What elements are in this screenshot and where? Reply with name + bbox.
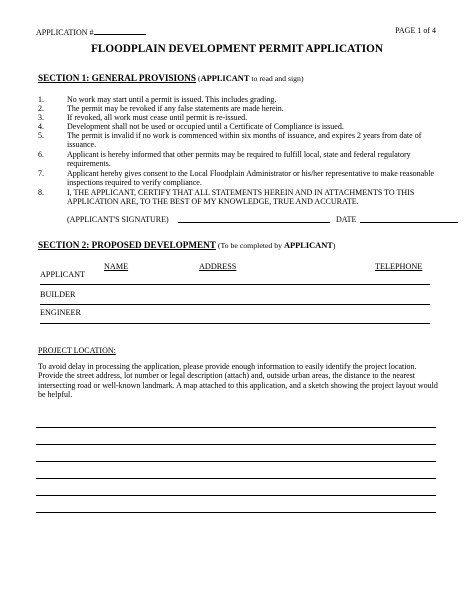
application-number-label — [36, 26, 146, 37]
provision-number: 6. — [38, 150, 44, 159]
provision-item — [38, 104, 448, 113]
column-header-address: ADDRESS — [199, 262, 237, 271]
application-label-text: APPLICATION # — [36, 28, 94, 37]
builder-line[interactable] — [40, 304, 430, 305]
provision-text: Development shall not be used or occupied until a Certificate of Compliance is issued. — [67, 122, 344, 131]
signature-field[interactable] — [178, 222, 330, 223]
applicant-line[interactable] — [40, 284, 430, 285]
section2-heading — [38, 240, 335, 250]
provision-text: The permit may be revoked if any false statements are made herein. — [67, 104, 284, 113]
project-location-line[interactable] — [36, 427, 436, 428]
provision-item — [38, 113, 448, 122]
section1-sub-open: ( — [196, 74, 201, 83]
provision-item — [38, 169, 448, 188]
provision-text: I, THE APPLICANT, CERTIFY THAT ALL STATEMENTS HEREIN AND IN ATTACHMENTS TO THIS APPLICATION ARE, TO THE BEST OF MY KNOWLEDGE, TRUE AND ACCURATE. — [67, 188, 415, 207]
provision-text: If revoked, all work must cease until permit is re-issued. — [67, 113, 248, 122]
page-number: PAGE 1 of 4 — [395, 26, 436, 35]
applicant-signature-label: (APPLICANT'S SIGNATURE) — [67, 215, 169, 224]
provision-number: 5. — [38, 131, 44, 140]
provision-text: The permit is invalid if no work is commenced within six months of issuance, and expires 2 years from date of issuance. — [67, 131, 422, 150]
application-number-field[interactable] — [94, 26, 146, 35]
project-location-label: PROJECT LOCATION: — [38, 346, 116, 355]
project-location-line[interactable] — [36, 495, 436, 496]
section1-heading — [38, 73, 304, 83]
date-label: DATE — [336, 215, 357, 224]
provision-text: No work may start until a permit is issued. This includes grading. — [67, 95, 277, 104]
provision-item — [38, 188, 448, 207]
provision-item — [38, 131, 448, 150]
engineer-line[interactable] — [40, 323, 430, 324]
provision-number: 2. — [38, 104, 44, 113]
page-title: FLOODPLAIN DEVELOPMENT PERMIT APPLICATION — [91, 43, 383, 55]
provision-number: 4. — [38, 122, 44, 131]
row-label-engineer: ENGINEER — [40, 308, 81, 317]
section2-sub-bold: APPLICANT — [284, 241, 333, 250]
provision-number: 1. — [38, 95, 44, 104]
project-location-line[interactable] — [36, 461, 436, 462]
column-header-name: NAME — [104, 262, 129, 271]
section1-sub-bold: APPLICANT — [200, 74, 250, 83]
provision-item — [38, 150, 448, 169]
provision-number: 8. — [38, 188, 44, 197]
section1-heading-text: SECTION 1: GENERAL PROVISIONS — [38, 73, 197, 83]
column-header-telephone: TELEPHONE — [375, 262, 423, 271]
date-field[interactable] — [360, 222, 458, 223]
provision-item — [38, 95, 448, 104]
row-label-applicant: APPLICANT — [40, 270, 86, 279]
section1-sub-rest: to read and sign) — [249, 74, 304, 83]
project-location-line[interactable] — [36, 444, 436, 445]
project-location-line[interactable] — [36, 512, 436, 513]
section2-sub-close: ) — [332, 241, 336, 250]
provision-number: 3. — [38, 113, 44, 122]
project-location-instructions: To avoid delay in processing the application, please provide enough information to easily identify the project location. Provide the street address, lot number or legal description (attach) and, outside urban areas, the distance to the nearest intersecting road or well-known landmark. A map attached to this application, and a sketch showing the project layout would be helpful. — [38, 362, 438, 400]
provision-text: Applicant hereby gives consent to the Local Floodplain Administrator or his/her representative to make reasonable inspections required to verify compliance. — [67, 169, 435, 188]
provision-number: 7. — [38, 169, 44, 178]
row-label-builder: BUILDER — [40, 290, 76, 299]
provision-text: Applicant is hereby informed that other permits may be required to fulfill local, state and federal regulatory requirements. — [67, 150, 411, 169]
section2-sub-open: (To be completed by — [215, 241, 284, 250]
provision-item — [38, 122, 448, 131]
section2-heading-text: SECTION 2: PROPOSED DEVELOPMENT — [38, 240, 216, 250]
project-location-line[interactable] — [36, 478, 436, 479]
